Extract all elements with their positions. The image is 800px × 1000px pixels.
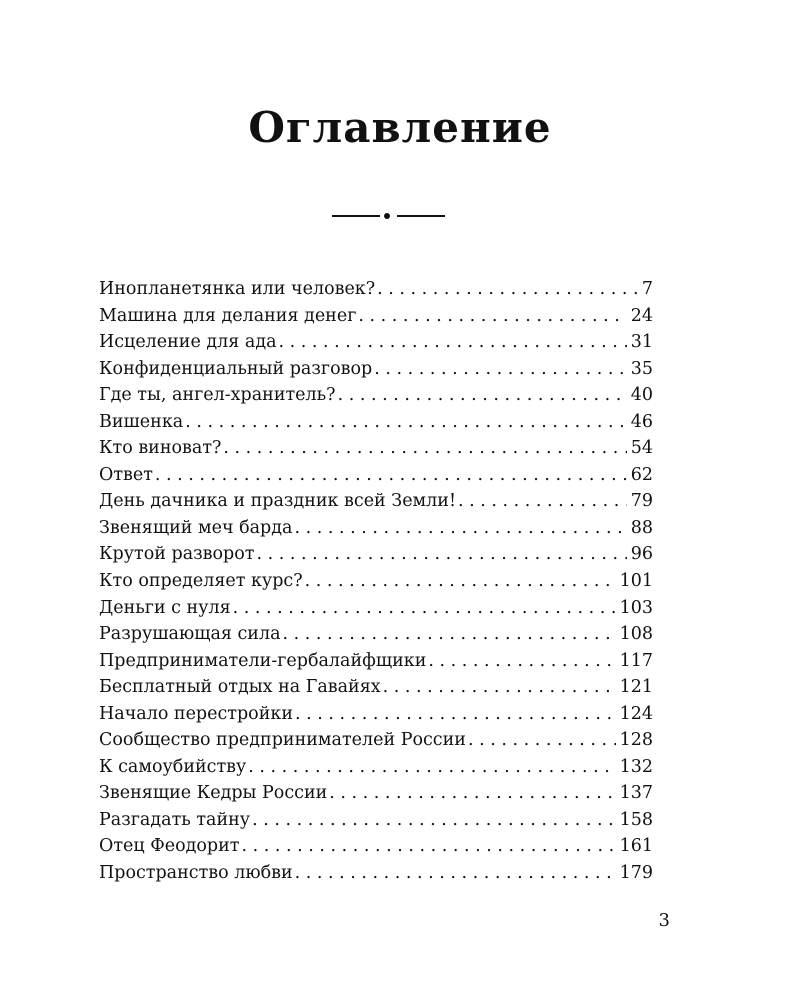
- toc-entry-title: Исцеление для ада: [99, 332, 277, 353]
- toc-entry-title: Предприниматели-гербалайфщики: [99, 650, 427, 671]
- ornament-dot: [384, 213, 390, 219]
- toc-dot-leader: [295, 701, 616, 728]
- toc-dot-leader: [295, 860, 616, 887]
- toc-entry-title: День дачника и праздник всей Земли!: [99, 491, 456, 512]
- toc-entry-title: Вишенка: [99, 411, 184, 432]
- ornament-line-right: [397, 215, 445, 217]
- toc-dot-leader: [256, 541, 626, 568]
- toc-dot-leader: [458, 488, 627, 515]
- toc-entry-page: 79: [630, 491, 653, 512]
- toc-entry-page: 161: [619, 836, 653, 857]
- toc-entry-page: 96: [630, 544, 653, 565]
- toc-entry-page: 35: [630, 358, 653, 379]
- toc-dot-leader: [358, 303, 626, 330]
- toc-entry: [99, 860, 653, 887]
- toc-entry: [99, 621, 653, 648]
- toc-entry: [99, 833, 653, 860]
- toc-dot-leader: [468, 727, 616, 754]
- ornament-line-left: [332, 215, 380, 217]
- toc-entry-page: 121: [619, 677, 653, 698]
- toc-dot-leader: [252, 807, 616, 834]
- toc-entry-page: 124: [619, 703, 653, 724]
- page-title: Оглавление: [248, 103, 552, 152]
- title-ornament-divider: [0, 213, 800, 219]
- toc-entry-title: Звенящий меч барда: [99, 517, 293, 538]
- toc-entry-page: 40: [630, 385, 653, 406]
- toc-entry-title: Бесплатный отдых на Гавайях: [99, 677, 381, 698]
- toc-entry: [99, 356, 653, 383]
- toc-entry-title: Звенящие Кедры России: [99, 783, 328, 804]
- toc-entry-title: К самоубийству: [99, 756, 247, 777]
- toc-entry-title: Конфиденциальный разговор: [99, 358, 373, 379]
- toc-dot-leader: [305, 568, 616, 595]
- toc-entry-page: 158: [619, 809, 653, 830]
- toc-entry: [99, 541, 653, 568]
- toc-dot-leader: [294, 515, 626, 542]
- toc-entry: [99, 303, 653, 330]
- toc-dot-leader: [428, 648, 615, 675]
- toc-entry-title: Ответ: [99, 464, 153, 485]
- toc-dot-leader: [329, 780, 615, 807]
- toc-entry: [99, 595, 653, 622]
- toc-entry-page: 101: [619, 571, 653, 592]
- toc-entry-page: 179: [619, 863, 653, 884]
- toc-dot-leader: [374, 356, 627, 383]
- toc-entry-page: 46: [630, 411, 653, 432]
- toc-entry-page: 128: [619, 730, 653, 751]
- toc-entry-page: 88: [630, 517, 653, 538]
- toc-entry: [99, 727, 653, 754]
- toc-entry-page: 103: [619, 597, 653, 618]
- toc-entry: [99, 488, 653, 515]
- toc-entry-title: Отец Феодорит: [99, 836, 240, 857]
- toc-dot-leader: [377, 276, 638, 303]
- toc-dot-leader: [338, 382, 627, 409]
- toc-dot-leader: [223, 435, 626, 462]
- toc-dot-leader: [155, 462, 627, 489]
- toc-dot-leader: [383, 674, 616, 701]
- toc-dot-leader: [283, 621, 616, 648]
- toc-entry-title: Разгадать тайну: [99, 809, 251, 830]
- toc-dot-leader: [248, 754, 615, 781]
- toc-entry-title: Инопланетянка или человек?: [99, 279, 376, 299]
- toc-entry-title: Пространство любви: [99, 863, 293, 884]
- toc-entry: [99, 701, 653, 728]
- toc-entry-page: 31: [630, 332, 653, 353]
- toc-entry: [99, 515, 653, 542]
- toc-entry: [99, 568, 653, 595]
- toc-entry-title: Кто виноват?: [99, 438, 222, 459]
- toc-dot-leader: [241, 833, 615, 860]
- toc-entry: [99, 435, 653, 462]
- toc-entry: [99, 674, 653, 701]
- toc-entry-title: Крутой разворот: [99, 544, 255, 565]
- table-of-contents: [99, 276, 653, 887]
- toc-entry-page: 62: [630, 464, 653, 485]
- toc-entry-title: Деньги с нуля: [99, 597, 231, 618]
- toc-entry-title: Кто определяет курс?: [99, 571, 303, 592]
- toc-entry-title: Машина для делания денег: [99, 305, 357, 326]
- toc-entry-title: Сообщество предпринимателей России: [99, 730, 466, 751]
- toc-entry: [99, 382, 653, 409]
- toc-entry: [99, 276, 653, 303]
- toc-entry: [99, 409, 653, 436]
- toc-entry: [99, 462, 653, 489]
- toc-dot-leader: [233, 595, 616, 622]
- toc-entry: [99, 807, 653, 834]
- toc-entry-title: Начало перестройки: [99, 703, 293, 724]
- toc-entry-page: 137: [619, 783, 653, 804]
- toc-entry-page: 108: [619, 624, 653, 645]
- toc-entry: [99, 780, 653, 807]
- toc-entry-page: 7: [641, 279, 653, 299]
- toc-entry-page: 54: [630, 438, 653, 459]
- toc-entry-page: 24: [630, 305, 653, 326]
- toc-entry-title: Где ты, ангел-хранитель?: [99, 385, 336, 406]
- toc-dot-leader: [185, 409, 627, 436]
- toc-entry: [99, 648, 653, 675]
- page-number: 3: [658, 910, 670, 931]
- toc-entry: [99, 754, 653, 781]
- toc-entry-title: Разрушающая сила: [99, 624, 281, 645]
- toc-entry-page: 117: [619, 650, 653, 671]
- toc-dot-leader: [279, 329, 627, 356]
- toc-entry: [99, 329, 653, 356]
- toc-entry-page: 132: [619, 756, 653, 777]
